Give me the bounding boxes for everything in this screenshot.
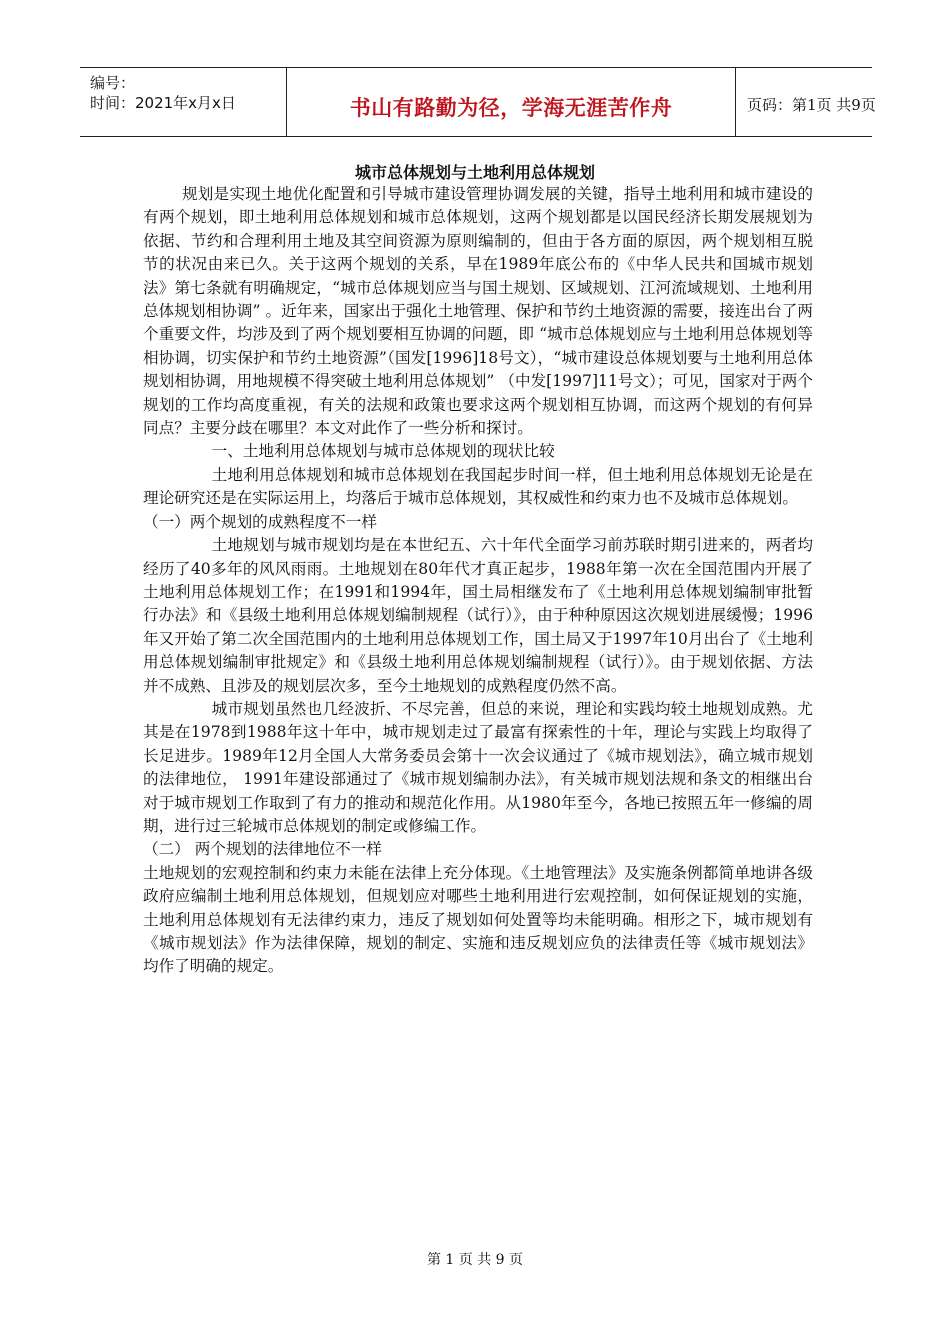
date-label: 时间：2021年x月x日 bbox=[90, 94, 236, 112]
subsection-heading-1: （一）两个规划的成熟程度不一样 bbox=[143, 512, 377, 531]
section-heading-1: 一、土地利用总体规划与城市总体规划的现状比较 bbox=[211, 442, 555, 461]
document-title: 城市总体规划与土地利用总体规划 bbox=[354, 163, 595, 182]
header-motto-cell bbox=[286, 68, 736, 136]
motto-text: 书山有路勤为径，学海无涯苦作舟 bbox=[349, 96, 673, 120]
page-footer: 第 1 页 共 9 页 bbox=[426, 1252, 524, 1268]
page-number-label: 页码：第1页 共9页 bbox=[747, 96, 876, 114]
header-page-cell bbox=[735, 68, 876, 136]
paragraph-city-planning: 城市规划虽然也几经波折、不尽完善，但总的来说，理论和实践均较土地规划成熟。尤其是在1978到1988年这十年中，城市规划走过了最富有探索性的十年，理论与实践上均取得了长足进步。1989年12月全国人大常务委员会第十一次会议通过了《城市规划法》，确立城市规划的法律地位， 1991年建设部通过了《城市规划编制办法》，有关城市规划法规和条文的相继出台对于城市规划工作取到了有力的推动和规范化作用。从1980年至今，各地已按照五年一修编的周期，进行过三轮城市总体规划的制定或修编工作。 bbox=[143, 699, 813, 835]
paragraph-intro: 规划是实现土地优化配置和引导城市建设管理协调发展的关键，指导土地利用和城市建设的有两个规划，即土地利用总体规划和城市总体规划，这两个规划都是以国民经济长期发展规划为依据、节约和合理利用土地及其空间资源为原则编制的，但由于各方面的原因，两个规划相互脱节的状况由来已久。关于这两个规划的关系，早在1989年底公布的《中华人民共和国城市规划法》第七条就有明确规定，“城市总体规划应当与国土规划、区域规划、江河流域规划、土地利用总体规划相协调” 。近年来，国家出于强化土地管理、保护和节约土地资源的需要，接连出台了两个重要文件，均涉及到了两个规划要相互协调的问题，即 “城市总体规划应与土地利用总体规划等相协调，切实保护和节约土地资源”（国发[1996]18号文），“城市建设总体规划要与土地利用总体规划相协调，用地规模不得突破土地利用总体规划” （中发[1997]11号文）；可见，国家对于两个规划的工作均高度重视，有关的法规和政策也要求这两个规划相互协调，而这两个规划的有何异同点？主要分歧在哪里？本文对此作了一些分析和探讨。 bbox=[143, 185, 813, 438]
paragraph-land-planning: 土地规划与城市规划均是在本世纪五、六十年代全面学习前苏联时期引进来的，两者均经历了40多年的风风雨雨。土地规划在80年代才真正起步，1988年第一次在全国范围内开展了土地利用总体规划工作；在1991和1994年，国土局相继发布了《土地利用总体规划编制审批暂行办法》和《县级土地利用总体规划编制规程（试行）》，由于种种原因这次规划进展缓慢；1996年又开始了第二次全国范围内的土地利用总体规划工作，国土局又于1997年10月出台了《土地利用总体规划编制审批规定》和《县级土地利用总体规划编制规程（试行）》。由于规划依据、方法并不成熟、且涉及的规划层次多，至今土地规划的成熟程度仍然不高。 bbox=[143, 536, 813, 695]
document-body bbox=[143, 183, 813, 979]
subsection-heading-2: （二） 两个规划的法律地位不一样 bbox=[143, 840, 382, 859]
document-header bbox=[80, 67, 876, 137]
paragraph-legal-status: 土地规划的宏观控制和约束力未能在法律上充分体现。《土地管理法》及实施条例都简单地讲各级政府应编制土地利用总体规划，但规划应对哪些土地利用进行宏观控制，如何保证规划的实施，土地利用总体规划有无法律约束力，违反了规划如何处置等均未能明确。相形之下，城市规划有《城市规划法》作为法律保障，规划的制定、实施和违反规划应负的法律责任等《城市规划法》均作了明确的规定。 bbox=[143, 863, 813, 976]
paragraph-comparison: 土地利用总体规划和城市总体规划在我国起步时间一样，但土地利用总体规划无论是在理论研究还是在实际运用上，均落后于城市总体规划，其权威性和约束力也不及城市总体规划。 bbox=[143, 465, 813, 508]
header-meta-cell bbox=[80, 68, 286, 136]
number-label: 编号： bbox=[90, 74, 136, 92]
